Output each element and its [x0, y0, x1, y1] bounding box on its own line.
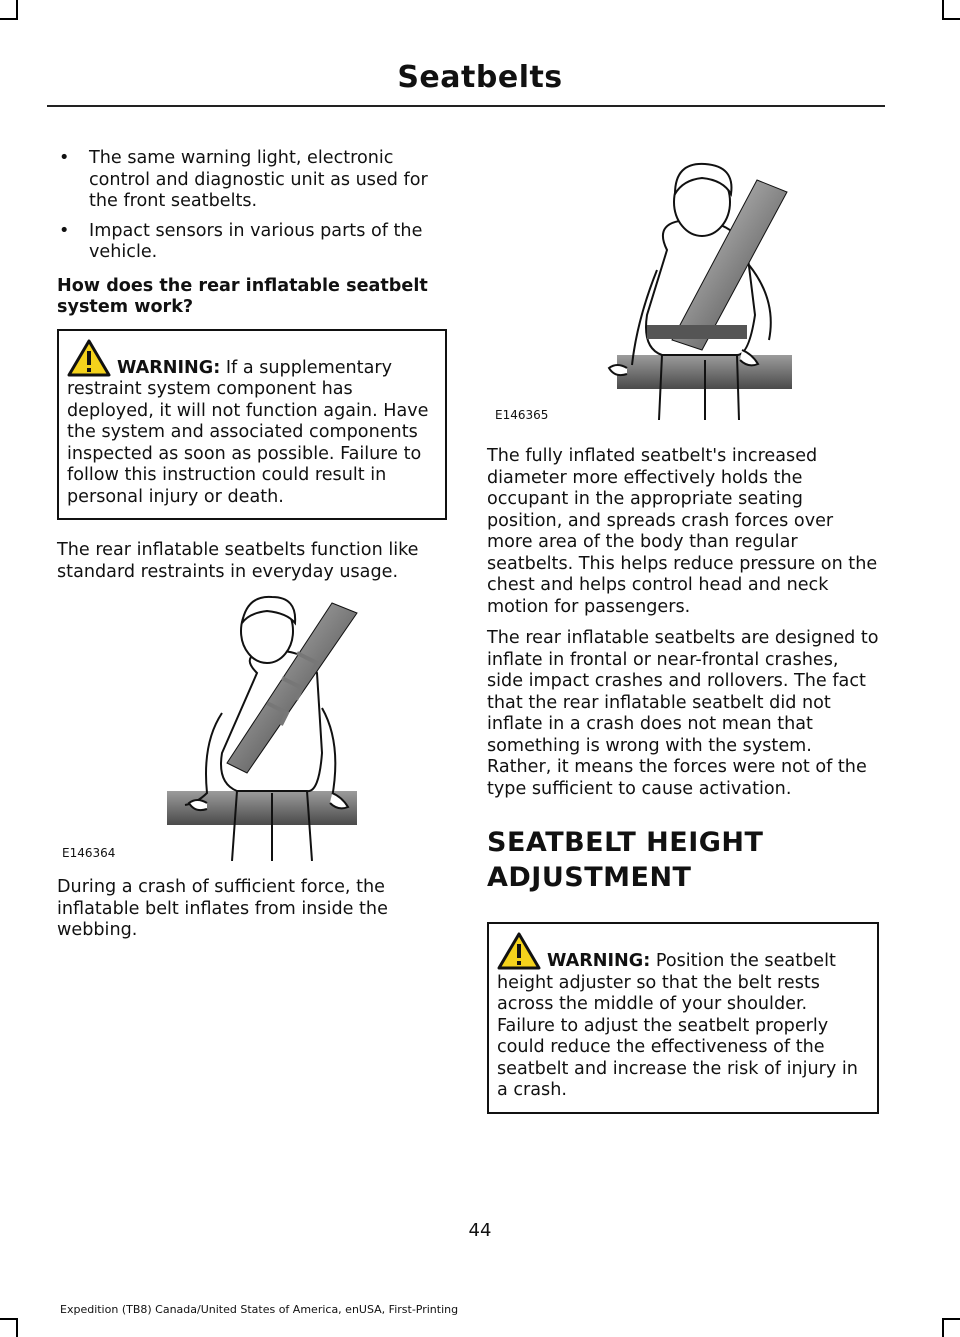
figure-code: E146364: [62, 846, 116, 860]
warning-text: Position the seatbelt height adjuster so that the belt rests across the middle of your shoulder. Failure to adjust the seatbelt properly could reduce the effectiveness of the seatbelt and increase the risk of injury in a crash.: [497, 951, 858, 1100]
figure-e146365: [487, 150, 879, 425]
bullet-list: [57, 148, 447, 264]
header-rule: [47, 105, 885, 107]
figure-code: E146365: [495, 408, 549, 422]
left-column: [57, 148, 447, 952]
crop-mark-bottom-left-v: [16, 1318, 18, 1337]
crop-mark-bottom-right-h: [942, 1318, 960, 1320]
crop-mark-bottom-left-h: [0, 1318, 18, 1320]
warning-label: WARNING:: [117, 357, 221, 378]
section-title: [487, 828, 879, 892]
crop-mark-top-right-h: [942, 18, 960, 20]
list-item: • The same warning light, electronic control and diagnostic unit as used for the front seatbelts.: [57, 148, 447, 213]
crop-mark-top-left-v: [16, 0, 18, 20]
warning-label: WARNING:: [547, 951, 651, 971]
warning-text: If a supplementary restraint system component has deployed, it will not function again. Have the system and associated components inspected as soon as possible. Failure to follow this instruction could result in personal injury or death.: [67, 357, 429, 507]
paragraph: The fully inflated seatbelt's increased diameter more effectively holds the occupant in the appropriate seating position, and spreads crash forces over more area of the body than regular seatbelts. This helps reduce pressure on the chest and helps control head and neck motion for passengers.: [487, 446, 878, 617]
section-title-line: ADJUSTMENT: [487, 862, 692, 893]
page-number: 44: [468, 1220, 492, 1241]
crop-mark-top-right-v: [942, 0, 944, 20]
paragraph: The rear inflatable seatbelts are designed to inflate in frontal or near-frontal crashes, side impact crashes and rollovers. The fact that the rear inflatable seatbelt did not inflate in a crash does not mean that something is wrong with the system. Rather, it means the forces were not of the type sufficient to cause activation.: [487, 628, 879, 799]
warning-box: [57, 329, 447, 521]
warning-triangle-icon: [67, 339, 111, 377]
list-item: • Impact sensors in various parts of the vehicle.: [57, 221, 447, 264]
warning-triangle-icon: [497, 932, 541, 970]
child-inflated-seatbelt-illustration: [487, 150, 879, 425]
footer-text: Expedition (TB8) Canada/United States of America, enUSA, First-Printing: [60, 1303, 459, 1316]
warning-box: [487, 922, 879, 1114]
crop-mark-top-left-h: [0, 18, 18, 20]
section-title-line: SEATBELT HEIGHT: [487, 827, 764, 858]
paragraph: The rear inflatable seatbelts function like standard restraints in everyday usage.: [57, 540, 419, 582]
page-title: Seatbelts: [397, 60, 563, 95]
paragraph: During a crash of sufficient force, the inflatable belt inflates from inside the webbing.: [57, 877, 388, 940]
child-seatbelt-illustration: [57, 593, 447, 861]
subheading: How does the rear inflatable seatbelt system work?: [57, 275, 428, 317]
figure-e146364: [57, 593, 447, 861]
crop-mark-bottom-right-v: [942, 1318, 944, 1337]
right-column: [487, 446, 879, 1114]
